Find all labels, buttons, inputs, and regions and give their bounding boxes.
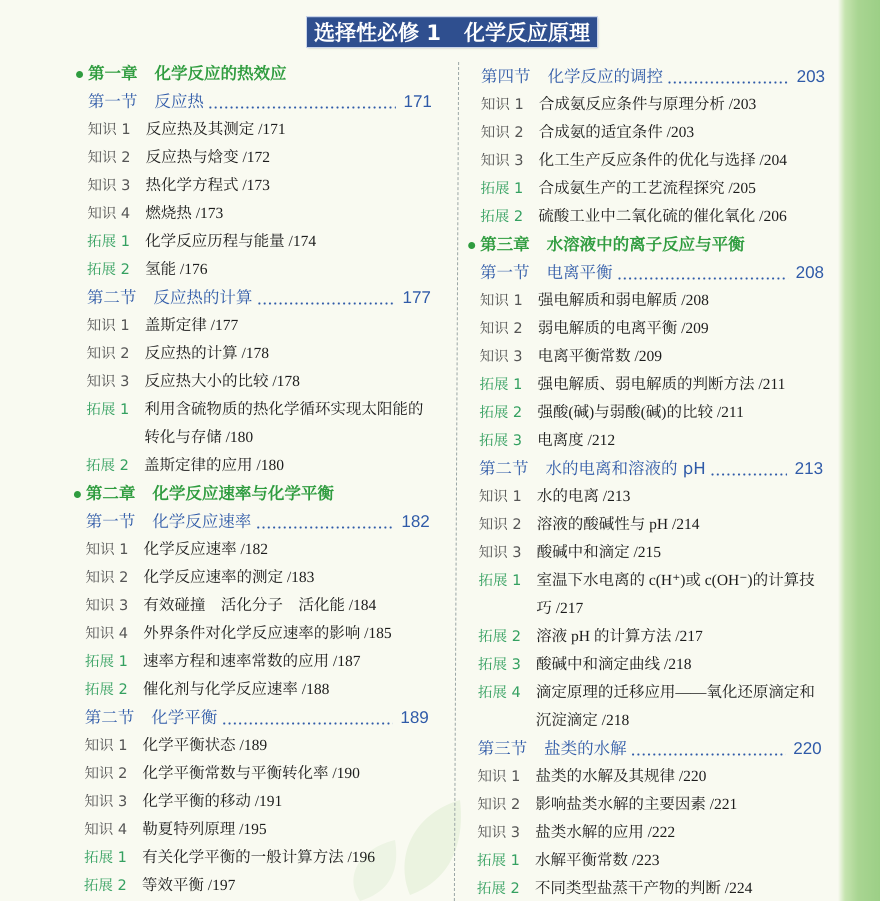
entry-text (535, 850, 821, 872)
entry-text-line: 沉淀滴定 /218 (535, 712, 630, 729)
entry-text-line: 合成氨生产的工艺流程探究 /205 (538, 180, 756, 197)
extension-label: 拓展 1 (86, 402, 130, 418)
extension-label: 拓展 3 (479, 433, 523, 449)
entry-text-line: 合成氨反应条件与原理分析 /203 (538, 96, 757, 113)
entry-text (538, 206, 824, 228)
entry-text-line: 化学平衡的移动 /191 (142, 793, 283, 810)
knowledge-label: 知识 3 (478, 545, 522, 561)
entry-text-line: 反应热大小的比较 /178 (144, 373, 300, 390)
knowledge-label: 知识 3 (86, 374, 130, 390)
chapter-number: 第一章 (88, 64, 138, 83)
knowledge-label: 知识 3 (84, 794, 128, 810)
entry-text (536, 682, 822, 732)
knowledge-entry (86, 539, 430, 561)
extension-entry (86, 455, 430, 477)
knowledge-label: 知识 1 (479, 293, 523, 309)
knowledge-entry (479, 542, 823, 564)
entry-text-line: 合成氨的适宜条件 /203 (538, 124, 695, 141)
knowledge-entry (85, 567, 429, 589)
entry-text (142, 763, 428, 785)
knowledge-label: 知识 3 (477, 825, 521, 841)
entry-text (538, 178, 824, 200)
knowledge-entry (477, 822, 821, 844)
chapter-title: 化学反应速率与化学平衡 (152, 484, 334, 503)
section-number: 第二节 (86, 288, 137, 307)
entry-text (143, 679, 429, 701)
extension-label: 拓展 2 (83, 878, 127, 894)
dot-leader (257, 302, 394, 305)
extension-entry (479, 430, 823, 452)
entry-text-line: 酸碱中和滴定曲线 /218 (536, 656, 692, 673)
entry-text (537, 542, 823, 564)
knowledge-label: 知识 1 (85, 542, 129, 558)
column-divider (454, 62, 459, 901)
extension-label: 拓展 4 (477, 685, 521, 701)
knowledge-entry (481, 150, 825, 172)
section-number: 第一节 (85, 512, 136, 531)
knowledge-label: 知识 2 (480, 125, 524, 141)
section-number: 第二节 (84, 708, 135, 727)
chapter-heading (86, 483, 430, 505)
dot-leader (222, 722, 392, 725)
entry-text (536, 570, 822, 620)
entry-text-line: 有效碰撞 活化分子 活化能 /184 (143, 597, 377, 614)
section-heading (87, 287, 431, 309)
dot-leader (618, 277, 788, 280)
section-page-number: 171 (403, 92, 432, 111)
knowledge-entry (88, 119, 432, 141)
section-title: 盐类的水解 (544, 739, 627, 758)
knowledge-entry (84, 791, 428, 813)
entry-text (537, 430, 823, 452)
extension-label: 拓展 3 (478, 657, 521, 673)
knowledge-entry (86, 371, 430, 393)
section-heading (479, 458, 823, 480)
extension-label: 拓展 2 (478, 629, 522, 645)
entry-text-line: 化学反应速率 /182 (143, 541, 269, 558)
toc-column-right (477, 66, 825, 900)
toc-content (58, 55, 842, 901)
entry-text-line: 燃烧热 /173 (145, 205, 224, 222)
extension-entry (84, 847, 428, 869)
extension-entry (478, 626, 822, 648)
entry-text (144, 371, 430, 393)
volume-title: 选择性必修 1 (314, 21, 441, 45)
entry-text (142, 875, 428, 897)
entry-text-line: 反应热的计算 /178 (144, 345, 270, 362)
knowledge-label: 知识 1 (87, 122, 131, 138)
extension-label: 拓展 2 (86, 458, 129, 474)
dot-leader (256, 526, 393, 529)
section-heading (86, 511, 430, 533)
page-edge-strip (838, 0, 880, 901)
knowledge-entry (87, 343, 431, 365)
entry-text (143, 651, 429, 673)
knowledge-entry (480, 290, 824, 312)
entry-text (143, 735, 429, 757)
extension-entry (478, 682, 822, 732)
section-title: 反应热的计算 (153, 288, 253, 307)
extension-label: 拓展 1 (478, 573, 522, 589)
entry-text-line: 反应热及其测定 /171 (145, 121, 286, 138)
bullet-icon (468, 242, 475, 249)
extension-entry (480, 206, 824, 228)
entry-text (539, 150, 825, 172)
extension-entry (478, 570, 822, 620)
knowledge-label: 知识 1 (477, 769, 521, 785)
section-page-number: 177 (402, 288, 431, 307)
entry-text-line: 催化剂与化学反应速率 /188 (142, 681, 330, 698)
entry-text (143, 623, 429, 645)
section-number: 第一节 (87, 92, 138, 111)
entry-text (535, 822, 821, 844)
extension-entry (87, 259, 431, 281)
knowledge-label: 知识 2 (84, 766, 128, 782)
entry-text (145, 343, 431, 365)
entry-text-line: 等效平衡 /197 (141, 877, 236, 894)
chapter-number: 第三章 (480, 235, 530, 254)
entry-text (539, 94, 825, 116)
entry-text (145, 231, 431, 253)
entry-text-line: 反应热与焓变 /172 (145, 149, 271, 166)
chapter-number: 第二章 (85, 484, 136, 503)
entry-text (537, 486, 823, 508)
chapter-title: 化学反应的热效应 (154, 64, 287, 83)
entry-text (537, 374, 823, 396)
dot-leader (711, 473, 787, 476)
extension-entry (478, 654, 822, 676)
knowledge-entry (88, 147, 432, 169)
extension-entry (85, 651, 429, 673)
section-heading (88, 91, 432, 113)
entry-text (142, 847, 428, 869)
section-number: 第四节 (480, 67, 531, 86)
entry-text-line: 影响盐类水解的主要因素 /221 (535, 796, 738, 813)
entry-text-line: 滴定原理的迁移应用——氧化还原滴定和 (535, 684, 815, 701)
extension-entry (479, 374, 823, 396)
entry-text-line: 电离平衡常数 /209 (537, 348, 663, 365)
toc-column-left (84, 63, 432, 897)
knowledge-entry (479, 514, 823, 536)
knowledge-entry (87, 175, 431, 197)
entry-text-line: 室温下水电离的 c(H⁺)或 c(OH⁻)的计算技 (536, 572, 815, 589)
entry-text-line: 化工生产反应条件的优化与选择 /204 (538, 152, 788, 169)
entry-text (144, 455, 430, 477)
entry-text-line: 有关化学平衡的一般计算方法 /196 (142, 849, 376, 866)
section-title: 电离平衡 (546, 263, 613, 282)
extension-entry (86, 399, 430, 449)
knowledge-label: 知识 1 (84, 738, 128, 754)
entry-text-line: 电离度 /212 (537, 432, 616, 449)
knowledge-label: 知识 4 (87, 206, 131, 222)
entry-text (538, 290, 824, 312)
knowledge-label: 知识 2 (479, 321, 523, 337)
entry-text (144, 539, 430, 561)
knowledge-entry (84, 819, 428, 841)
knowledge-entry (479, 486, 823, 508)
knowledge-entry (84, 763, 428, 785)
entry-text (145, 315, 431, 337)
knowledge-label: 知识 4 (85, 626, 129, 642)
section-number: 第二节 (479, 459, 529, 478)
knowledge-label: 知识 3 (479, 349, 523, 365)
knowledge-label: 知识 2 (477, 797, 521, 813)
entry-text-line: 强电解质和弱电解质 /208 (537, 292, 709, 309)
entry-text-line: 氢能 /176 (145, 261, 208, 278)
knowledge-label: 知识 2 (85, 570, 129, 586)
entry-text-line: 巧 /217 (536, 600, 584, 617)
entry-text (142, 819, 428, 841)
entry-text-line: 溶液 pH 的计算方法 /217 (536, 628, 703, 645)
section-heading (478, 738, 822, 760)
dot-leader (632, 753, 786, 756)
section-title: 化学反应的调控 (547, 67, 664, 86)
entry-text-line: 硫酸工业中二氧化硫的催化氧化 /206 (538, 208, 787, 225)
entry-text (146, 119, 432, 141)
extension-label: 拓展 1 (479, 377, 523, 393)
knowledge-label: 知识 3 (87, 178, 131, 194)
section-title: 化学平衡 (151, 708, 218, 727)
entry-text-line: 水解平衡常数 /223 (535, 852, 660, 869)
entry-text-line: 转化与存储 /180 (144, 429, 254, 446)
extension-entry (477, 850, 821, 872)
knowledge-entry (481, 94, 825, 116)
knowledge-label: 知识 1 (86, 318, 130, 334)
extension-label: 拓展 1 (87, 234, 131, 250)
entry-text-line: 化学平衡状态 /189 (142, 737, 268, 754)
entry-text (145, 203, 431, 225)
extension-label: 拓展 2 (84, 682, 128, 698)
entry-text (537, 514, 823, 536)
section-heading (481, 66, 825, 88)
title-banner (307, 17, 597, 47)
entry-text-line: 酸碱中和滴定 /215 (536, 544, 662, 561)
knowledge-entry (480, 346, 824, 368)
knowledge-entry (85, 595, 429, 617)
section-page-number: 189 (400, 708, 429, 727)
extension-label: 拓展 2 (476, 881, 520, 897)
extension-label: 拓展 1 (480, 181, 524, 197)
entry-text-line: 水的电离 /213 (536, 488, 631, 505)
extension-label: 拓展 2 (480, 209, 524, 225)
entry-text (535, 766, 821, 788)
book-title: 化学反应原理 (463, 21, 590, 45)
knowledge-label: 知识 1 (480, 97, 524, 113)
section-number: 第一节 (480, 263, 530, 282)
extension-entry (87, 231, 431, 253)
entry-text (536, 654, 822, 676)
chapter-heading (88, 63, 432, 85)
entry-text-line: 强酸(碱)与弱酸(碱)的比较 /211 (537, 404, 744, 421)
extension-label: 拓展 1 (85, 654, 128, 670)
section-page-number: 203 (796, 67, 826, 86)
knowledge-entry (477, 794, 821, 816)
extension-entry (85, 679, 429, 701)
entry-text (145, 259, 431, 281)
knowledge-entry (87, 203, 431, 225)
entry-text (538, 346, 824, 368)
section-title: 反应热 (154, 92, 204, 111)
extension-entry (479, 402, 823, 424)
knowledge-entry (87, 315, 431, 337)
entry-text (535, 878, 821, 900)
entry-text-line: 速率方程和速率常数的应用 /187 (143, 653, 361, 670)
bullet-icon (76, 71, 83, 78)
extension-entry (84, 875, 428, 897)
section-number: 第三节 (477, 739, 528, 758)
section-page-number: 182 (401, 512, 430, 531)
entry-text (146, 147, 432, 169)
entry-text-line: 不同类型盐蒸干产物的判断 /224 (534, 880, 753, 897)
section-title: 化学反应速率 (152, 512, 252, 531)
entry-text-line: 勒夏特列原理 /195 (142, 821, 267, 838)
extension-label: 拓展 1 (84, 850, 127, 866)
entry-text (143, 595, 429, 617)
entry-text (537, 402, 823, 424)
chapter-title: 水溶液中的离子反应与平衡 (546, 235, 745, 254)
knowledge-entry (85, 623, 429, 645)
entry-text (145, 175, 431, 197)
entry-text (143, 567, 429, 589)
section-page-number: 213 (794, 459, 824, 478)
entry-text-line: 外界条件对化学反应速率的影响 /185 (143, 625, 392, 642)
entry-text-line: 盐类水解的应用 /222 (535, 824, 676, 841)
section-page-number: 208 (795, 263, 825, 282)
knowledge-entry (85, 735, 429, 757)
entry-text (536, 626, 822, 648)
section-heading (85, 707, 429, 729)
dot-leader (209, 106, 396, 109)
entry-text-line: 盐类的水解及其规律 /220 (535, 768, 707, 785)
knowledge-entry (481, 122, 825, 144)
entry-text-line: 盖斯定律的应用 /180 (144, 457, 285, 474)
extension-label: 拓展 1 (477, 853, 520, 869)
section-heading (480, 262, 824, 284)
entry-text-line: 化学反应速率的测定 /183 (143, 569, 315, 586)
knowledge-label: 知识 3 (85, 598, 129, 614)
entry-text-line: 溶液的酸碱性与 pH /214 (536, 516, 700, 533)
knowledge-entry (480, 318, 824, 340)
knowledge-label: 知识 3 (480, 153, 524, 169)
entry-text-line: 利用含硫物质的热化学循环实现太阳能的 (144, 401, 424, 418)
entry-text (535, 794, 821, 816)
knowledge-label: 知识 2 (86, 346, 130, 362)
entry-text-line: 强电解质、弱电解质的判断方法 /211 (537, 376, 786, 393)
entry-text-line: 弱电解质的电离平衡 /209 (537, 320, 709, 337)
entry-text-line: 盖斯定律 /177 (144, 317, 239, 334)
entry-text-line: 热化学方程式 /173 (145, 177, 270, 194)
entry-text-line: 化学平衡常数与平衡转化率 /190 (142, 765, 360, 782)
extension-label: 拓展 2 (87, 262, 130, 278)
entry-text (538, 318, 824, 340)
entry-text (142, 791, 428, 813)
dot-leader (668, 81, 789, 84)
extension-entry (480, 178, 824, 200)
knowledge-entry (477, 766, 821, 788)
chapter-heading (480, 234, 824, 256)
knowledge-label: 知识 1 (478, 489, 522, 505)
section-title: 水的电离和溶液的 pH (545, 459, 706, 478)
bullet-icon (73, 491, 80, 498)
extension-label: 拓展 2 (479, 405, 523, 421)
knowledge-label: 知识 4 (84, 822, 128, 838)
knowledge-label: 知识 2 (478, 517, 522, 533)
extension-entry (477, 878, 821, 900)
entry-text (144, 399, 430, 449)
knowledge-label: 知识 2 (87, 150, 131, 166)
entry-text (539, 122, 825, 144)
entry-text-line: 化学反应历程与能量 /174 (145, 233, 317, 250)
section-page-number: 220 (793, 739, 822, 758)
